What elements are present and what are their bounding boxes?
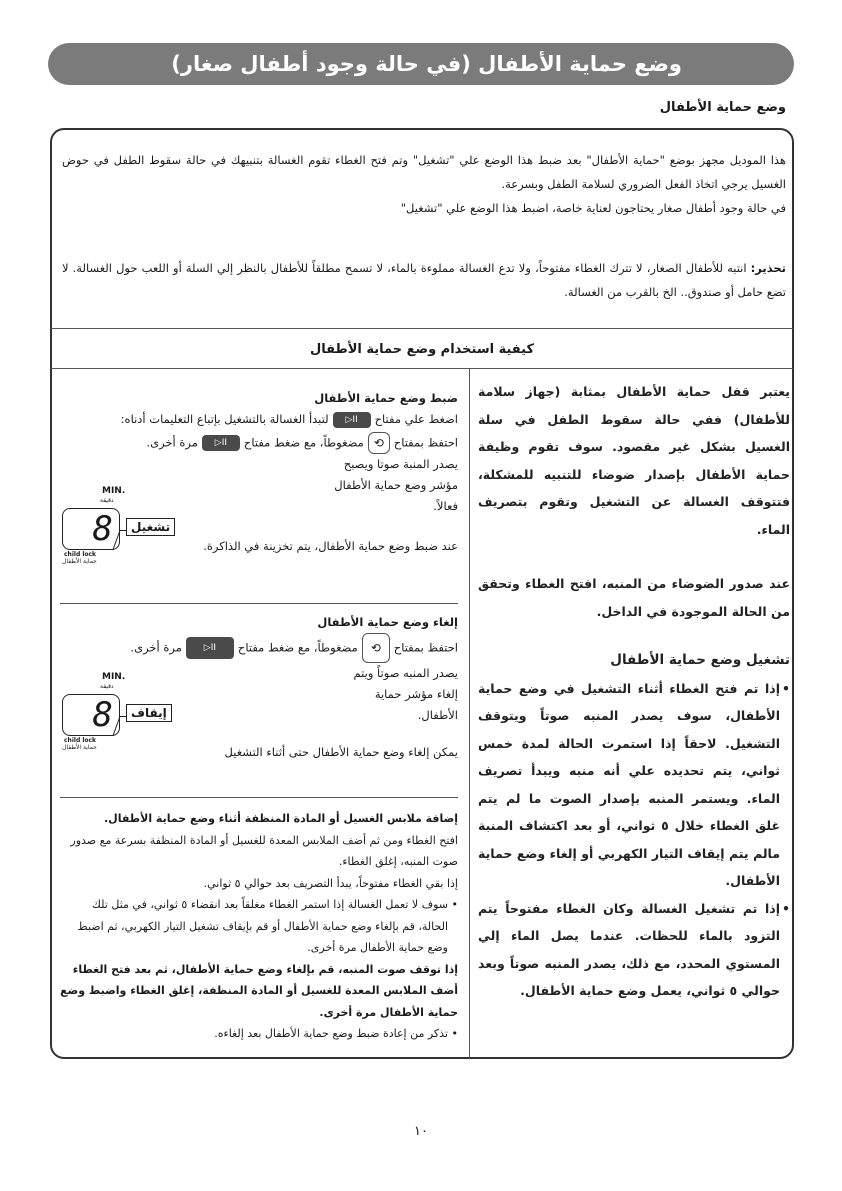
- min-label-ar: دقيقة: [100, 497, 114, 504]
- divider: [60, 603, 458, 604]
- childlock-label-ar: حماية الأطفال: [62, 744, 97, 751]
- description-paragraph: يعتبر قفل حماية الأطفال بمثابة (جهاز سلامة للأطفال) ففي حالة سقوط الطفل في سلة الغسيل بشكل غير مقصود. سوف تقوم وظيفة حماية الأطفال بإصدار ضوضاء للتنبيه للمشكلة، فتتوقف الغسالة عن التشغيل وتقوم بتصريف الماء.: [478, 384, 790, 537]
- set-title: ضبط وضع حماية الأطفال: [314, 391, 458, 405]
- off-tag: إيقاف: [126, 704, 172, 722]
- column-divider: [469, 368, 470, 1058]
- cancel-note: يمكن إلغاء وضع حماية الأطفال حتى أثناء التشغيل: [224, 745, 458, 759]
- divider: [60, 797, 458, 798]
- text: إلغاء مؤشر حماية: [374, 687, 458, 701]
- warning-paragraph: [62, 256, 786, 304]
- text: مؤشر وضع حماية الأطفال: [334, 478, 458, 492]
- intro-paragraph: في حالة وجود أطفال صغار يحتاجون لعناية خاصة، اضبط هذا الوضع علي "تشغيل": [400, 201, 786, 215]
- text: إذا توقف صوت المنبه، قم بإلغاء وضع حماية الأطفال، ثم بعد فتح الغطاء أضف الملابس المعدة للغسيل أو المادة المنظفة، إغلق الغطاء واضبط وضع حماية الأطفال مرة أخرى.: [60, 962, 458, 1019]
- section-label: وضع حماية الأطفال: [659, 100, 786, 115]
- operation-bullet: • إذا تم فتح الغطاء أثناء التشغيل في وضع حماية الأطفال، سوف يصدر المنبه صوتاً ويتوقف التشغيل. لاحقاً إذا استمرت الحالة لمدة خمس ثواني، يتم تحديده علي أنه منبه ويبدأ تصريف الماء. ويستمر المنبه بإصدار الصوت ما لم يتم غلق الغطاء خلال ٥ ثواني، أو بعد اكتشاف المنبة مالم يتم إيقاف التيار الكهربي أو إلغاء وضع حماية الأطفال.: [478, 675, 790, 895]
- text: مرة أخرى.: [130, 640, 182, 655]
- min-label-ar: دقيقة: [100, 683, 114, 690]
- display-illustration-on: [62, 486, 172, 566]
- text: الأطفال.: [417, 708, 458, 722]
- childlock-label-ar: حماية الأطفال: [62, 558, 97, 565]
- alarm-paragraph: عند صدور الضوضاء من المنبه، افتح الغطاء وتحقق من الحالة الموجودة في الداخل.: [478, 576, 790, 619]
- text: يصدر المنبه صوتاً ويتم: [353, 666, 458, 680]
- display-illustration-off: [62, 672, 172, 752]
- childlock-label: child lock: [64, 737, 97, 744]
- add-title: إضافة ملابس الغسيل أو المادة المنظفة أثناء وضع حماية الأطفال.: [104, 812, 458, 825]
- text: احتفظ بمفتاح: [393, 640, 458, 655]
- child-lock-button-icon: ⟲: [362, 633, 390, 663]
- intro-text: [62, 148, 786, 304]
- page-title: وضع حماية الأطفال (في حالة وجود أطفال صغار): [48, 43, 794, 85]
- add-section: [60, 808, 458, 1045]
- text: احتفظ بمفتاح: [393, 435, 458, 450]
- text: لتبدأ الغسالة بالتشغيل بإتباع التعليمات أدناه:: [120, 412, 329, 426]
- start-pause-button-icon: ▷II: [202, 435, 240, 451]
- text: يصدر المنبة صوتا ويصبح: [343, 457, 458, 471]
- divider: [51, 368, 793, 369]
- warning-label: تحذير:: [750, 261, 786, 275]
- start-pause-button-icon: ▷II: [333, 412, 371, 428]
- child-lock-button-icon: ⟲: [368, 432, 390, 454]
- right-column: [478, 378, 790, 1005]
- how-to-title: كيفية استخدام وضع حماية الأطفال: [309, 342, 535, 357]
- text: مرة أخرى.: [146, 435, 198, 450]
- digit-display: 8: [62, 694, 120, 736]
- text: اضغط علي مفتاح: [374, 412, 458, 426]
- text: مضغوطاً، مع ضغط مفتاح: [243, 435, 364, 450]
- text: فعالاً.: [433, 499, 458, 513]
- add-bullet: • سوف لا تعمل الغسالة إذا استمر الغطاء مغلقاً بعد انقضاء ٥ ثواني، في مثل تلك الحالة، قم بإلغاء وضع حماية الأطفال أو قم بإيقاف تشغيل التيار الكهربي، ثم اضبط وضع حماية الأطفال مرة أخرى.: [60, 894, 458, 959]
- operation-title: تشغيل وضع حماية الأطفال: [610, 652, 790, 668]
- min-label: MIN.: [102, 486, 126, 496]
- warning-text: انتبه للأطفال الصغار، لا تترك الغطاء مفتوحاً، ولا تدع الغسالة مملوءة بالماء، لا تسمح مطلقاً للأطفال بالنظر إلي السلة أو اللعب حول الغسالة. لا تضع حامل أو صندوق.. الخ بالقرب من الغسالة.: [62, 261, 786, 299]
- start-pause-button-icon: ▷II: [186, 637, 234, 659]
- add-bullet: • تذكر من إعادة ضبط وضع حماية الأطفال بعد إلغاءه.: [60, 1023, 458, 1045]
- set-note: عند ضبط وضع حماية الأطفال، يتم تخزينة في الذاكرة.: [203, 539, 458, 553]
- intro-paragraph: هذا الموديل مجهز بوضع "حماية الأطفال" بعد ضبط هذا الوضع علي "تشغيل" وتم فتح الغطاء تقوم الغسالة بتنبيهك في حالة سقوط الطفل في حوض الغسيل يرجي اتخاذ الفعل الضروري لسلامة الطفل وبسرعة.: [62, 153, 786, 191]
- text: إذا بقي الغطاء مفتوحاً، يبدأ التصريف بعد حوالي ٥ ثواني.: [203, 876, 458, 890]
- page-number: ١٠: [414, 1124, 428, 1139]
- digit-display: 8: [62, 508, 120, 550]
- text: افتح الغطاء ومن ثم أضف الملابس المعدة للغسيل أو المادة المنظفة بسرعة مع صدور صوت المنبه، إغلق الغطاء.: [70, 833, 458, 868]
- cancel-title: إلغاء وضع حماية الأطفال: [317, 615, 458, 629]
- operation-bullet: • إذا تم تشغيل الغسالة وكان الغطاء مفتوحاً يتم التزود بالماء للحظات. عندما يصل الماء إلي المستوي المحدد، مع ذلك، يصدر المنبه صوتاً وبعد حوالي ٥ ثواني، يعمل وضع حماية الأطفال.: [478, 895, 790, 1005]
- min-label: MIN.: [102, 672, 126, 682]
- on-tag: تشغيل: [126, 518, 175, 536]
- divider: [51, 328, 793, 329]
- text: مضغوطاً، مع ضغط مفتاح: [237, 640, 358, 655]
- childlock-label: child lock: [64, 551, 97, 558]
